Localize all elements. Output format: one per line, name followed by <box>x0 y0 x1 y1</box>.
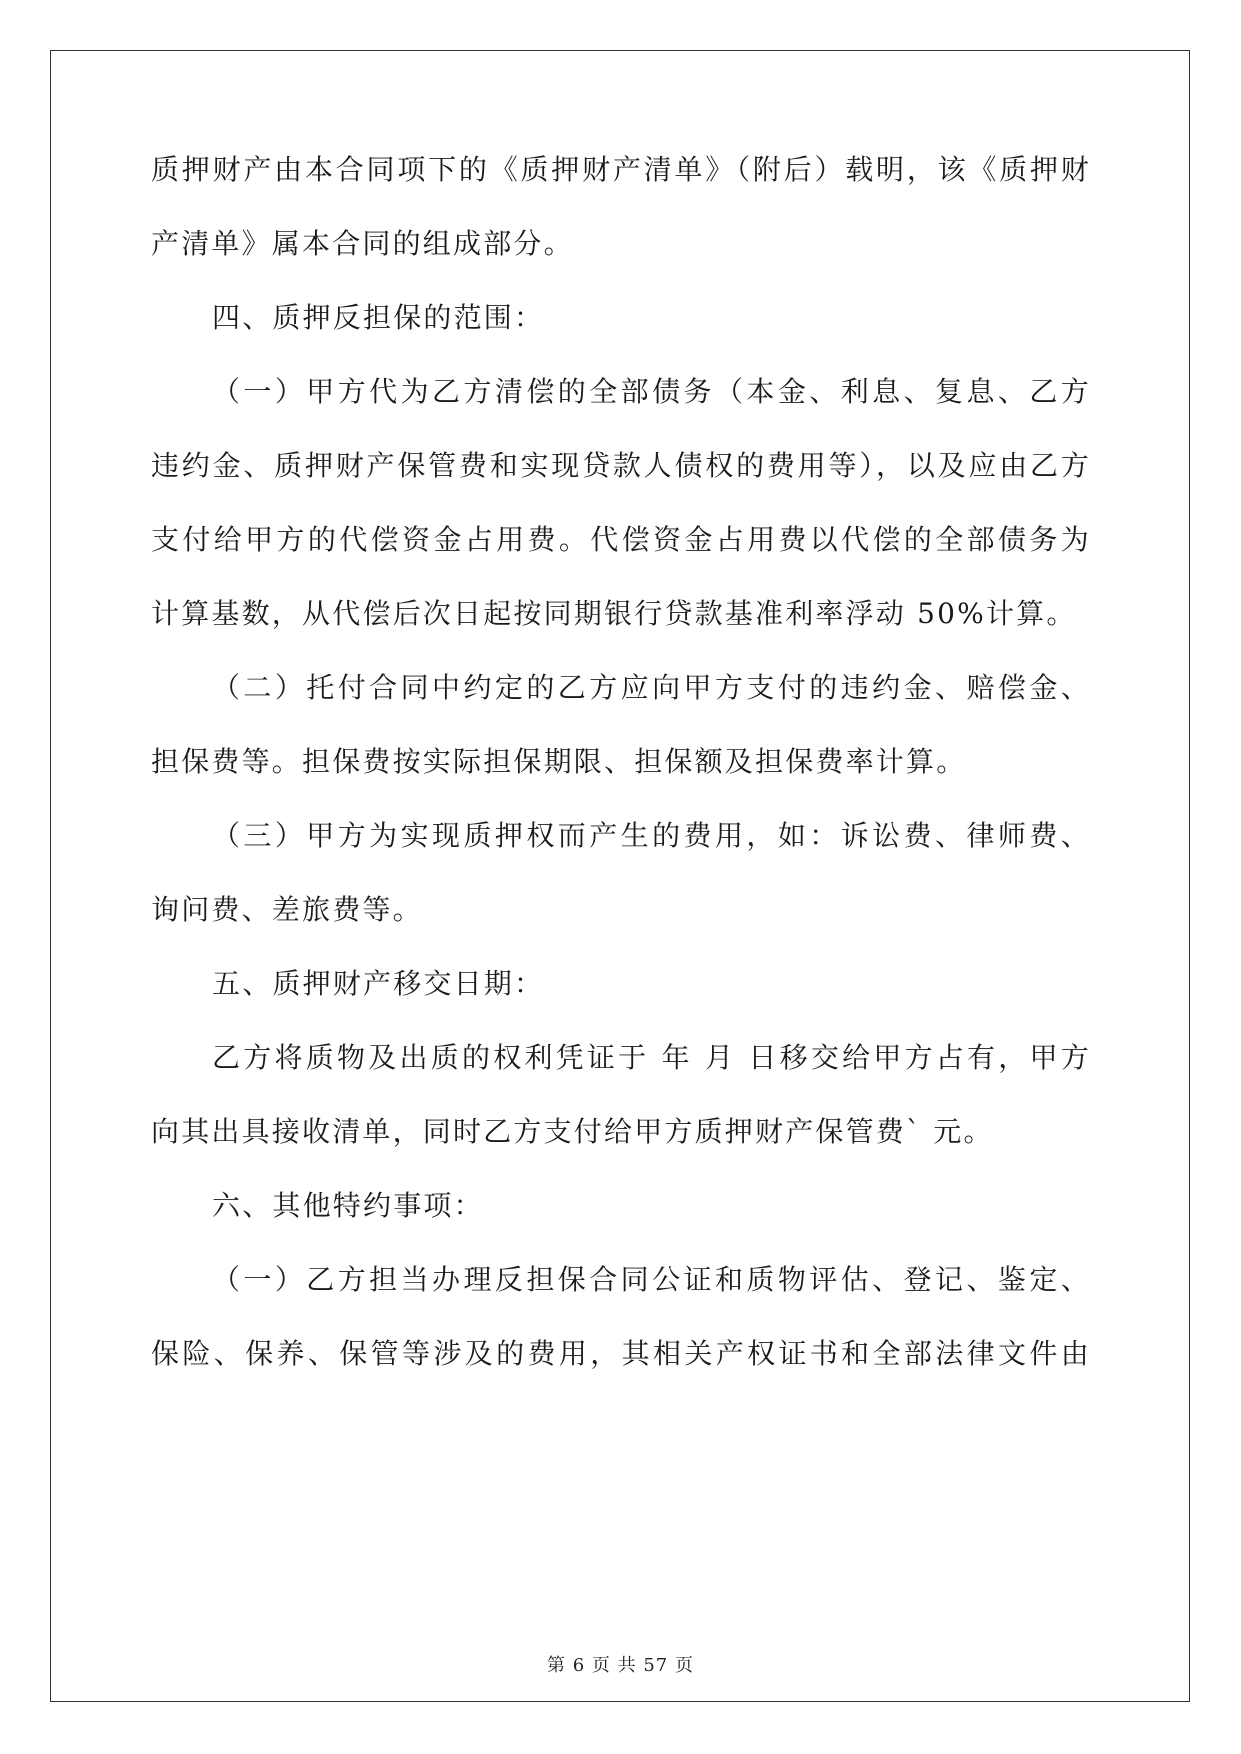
section-heading: 四、质押反担保的范围： <box>212 301 545 334</box>
text-line: 向其出具接收清单，同时乙方支付给甲方质押财产保管费` 元。 <box>151 1115 994 1148</box>
text-line: 保险、保养、保管等涉及的费用，其相关产权证书和全部法律文件由 <box>151 1337 1091 1370</box>
text-line: （二）托付合同中约定的乙方应向甲方支付的违约金、赔偿金、 <box>212 671 1091 704</box>
text-line: 询问费、差旅费等。 <box>151 893 423 926</box>
text-line: （三）甲方为实现质押权而产生的费用，如：诉讼费、律师费、 <box>212 819 1091 852</box>
text-line: 产清单》属本合同的组成部分。 <box>151 227 574 260</box>
text-line: 质押财产由本合同项下的《质押财产清单》（附后）载明，该《质押财 <box>151 153 1091 186</box>
section-heading: 六、其他特约事项： <box>212 1189 484 1222</box>
section-heading: 五、质押财产移交日期： <box>212 967 545 1000</box>
page-number-footer: 第 6 页 共 57 页 <box>547 1655 694 1676</box>
text-line: 支付给甲方的代偿资金占用费。代偿资金占用费以代偿的全部债务为 <box>151 523 1091 556</box>
text-line: 计算基数，从代偿后次日起按同期银行贷款基准利率浮动 50%计算。 <box>151 597 1077 630</box>
text-line: （一）甲方代为乙方清偿的全部债务（本金、利息、复息、乙方 <box>212 375 1091 408</box>
text-line: 担保费等。担保费按实际担保期限、担保额及担保费率计算。 <box>151 745 967 778</box>
text-line: （一）乙方担当办理反担保合同公证和质物评估、登记、鉴定、 <box>212 1263 1091 1296</box>
text-line: 违约金、质押财产保管费和实现贷款人债权的费用等），以及应由乙方 <box>151 449 1091 482</box>
text-line: 乙方将质物及出质的权利凭证于 年 月 日移交给甲方占有，甲方 <box>212 1041 1091 1074</box>
